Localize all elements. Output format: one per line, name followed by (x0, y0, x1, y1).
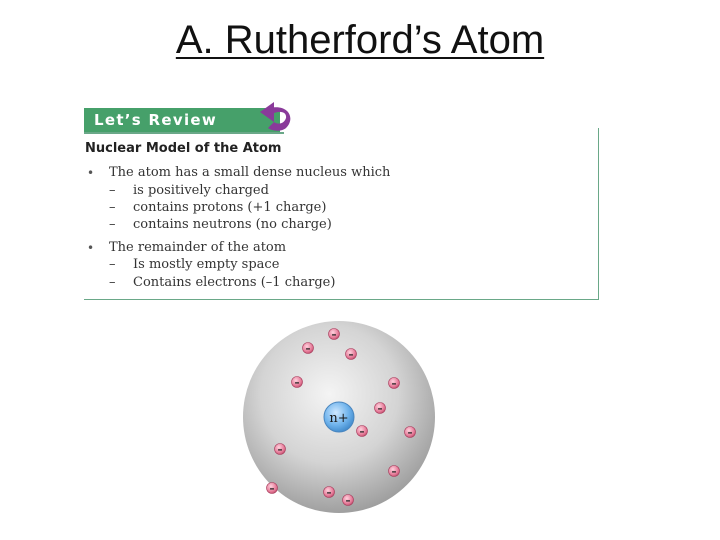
review-panel-divider (84, 132, 284, 134)
dash-marker: – (109, 183, 116, 198)
dash-marker: – (109, 275, 116, 290)
review-banner (84, 108, 280, 132)
review-arrow-icon (256, 100, 296, 136)
review-heading: Nuclear Model of the Atom (85, 141, 282, 156)
dash-marker: – (109, 257, 116, 272)
electron-symbol: – (359, 426, 365, 438)
electron-symbol: – (377, 403, 383, 415)
review-point: The remainder of the atom (109, 240, 287, 255)
bullet-icon: • (87, 241, 95, 255)
electron-symbol: – (326, 487, 332, 499)
electron-symbol: – (269, 483, 275, 495)
electron (267, 483, 278, 495)
electron-symbol: – (391, 378, 397, 390)
review-point: The atom has a small dense nucleus which (109, 165, 391, 180)
dash-marker: – (109, 217, 116, 232)
review-subpoint: is positively charged (133, 183, 269, 198)
atom-diagram (230, 318, 450, 528)
bullet-icon: • (87, 166, 95, 180)
nucleus (324, 402, 354, 432)
review-subpoint: contains neutrons (no charge) (133, 217, 332, 232)
electron-symbol: – (345, 495, 351, 507)
electron-symbol: – (391, 466, 397, 478)
electron-symbol: – (331, 329, 337, 341)
review-subpoint: Is mostly empty space (133, 257, 280, 272)
electron-symbol: – (348, 349, 354, 361)
review-subpoint: contains protons (+1 charge) (133, 200, 327, 215)
electron-symbol: – (277, 444, 283, 456)
review-subpoint: Contains electrons (–1 charge) (133, 275, 336, 290)
slide-title-text: A. Rutherford’s Atom (175, 18, 545, 62)
electron-symbol: – (407, 427, 413, 439)
electron-symbol: – (294, 377, 300, 389)
slide-title (0, 18, 720, 63)
nucleus-label: n+ (329, 411, 349, 426)
electron-symbol: – (305, 343, 311, 355)
review-banner-label: Let’s Review (94, 111, 218, 129)
dash-marker: – (109, 200, 116, 215)
